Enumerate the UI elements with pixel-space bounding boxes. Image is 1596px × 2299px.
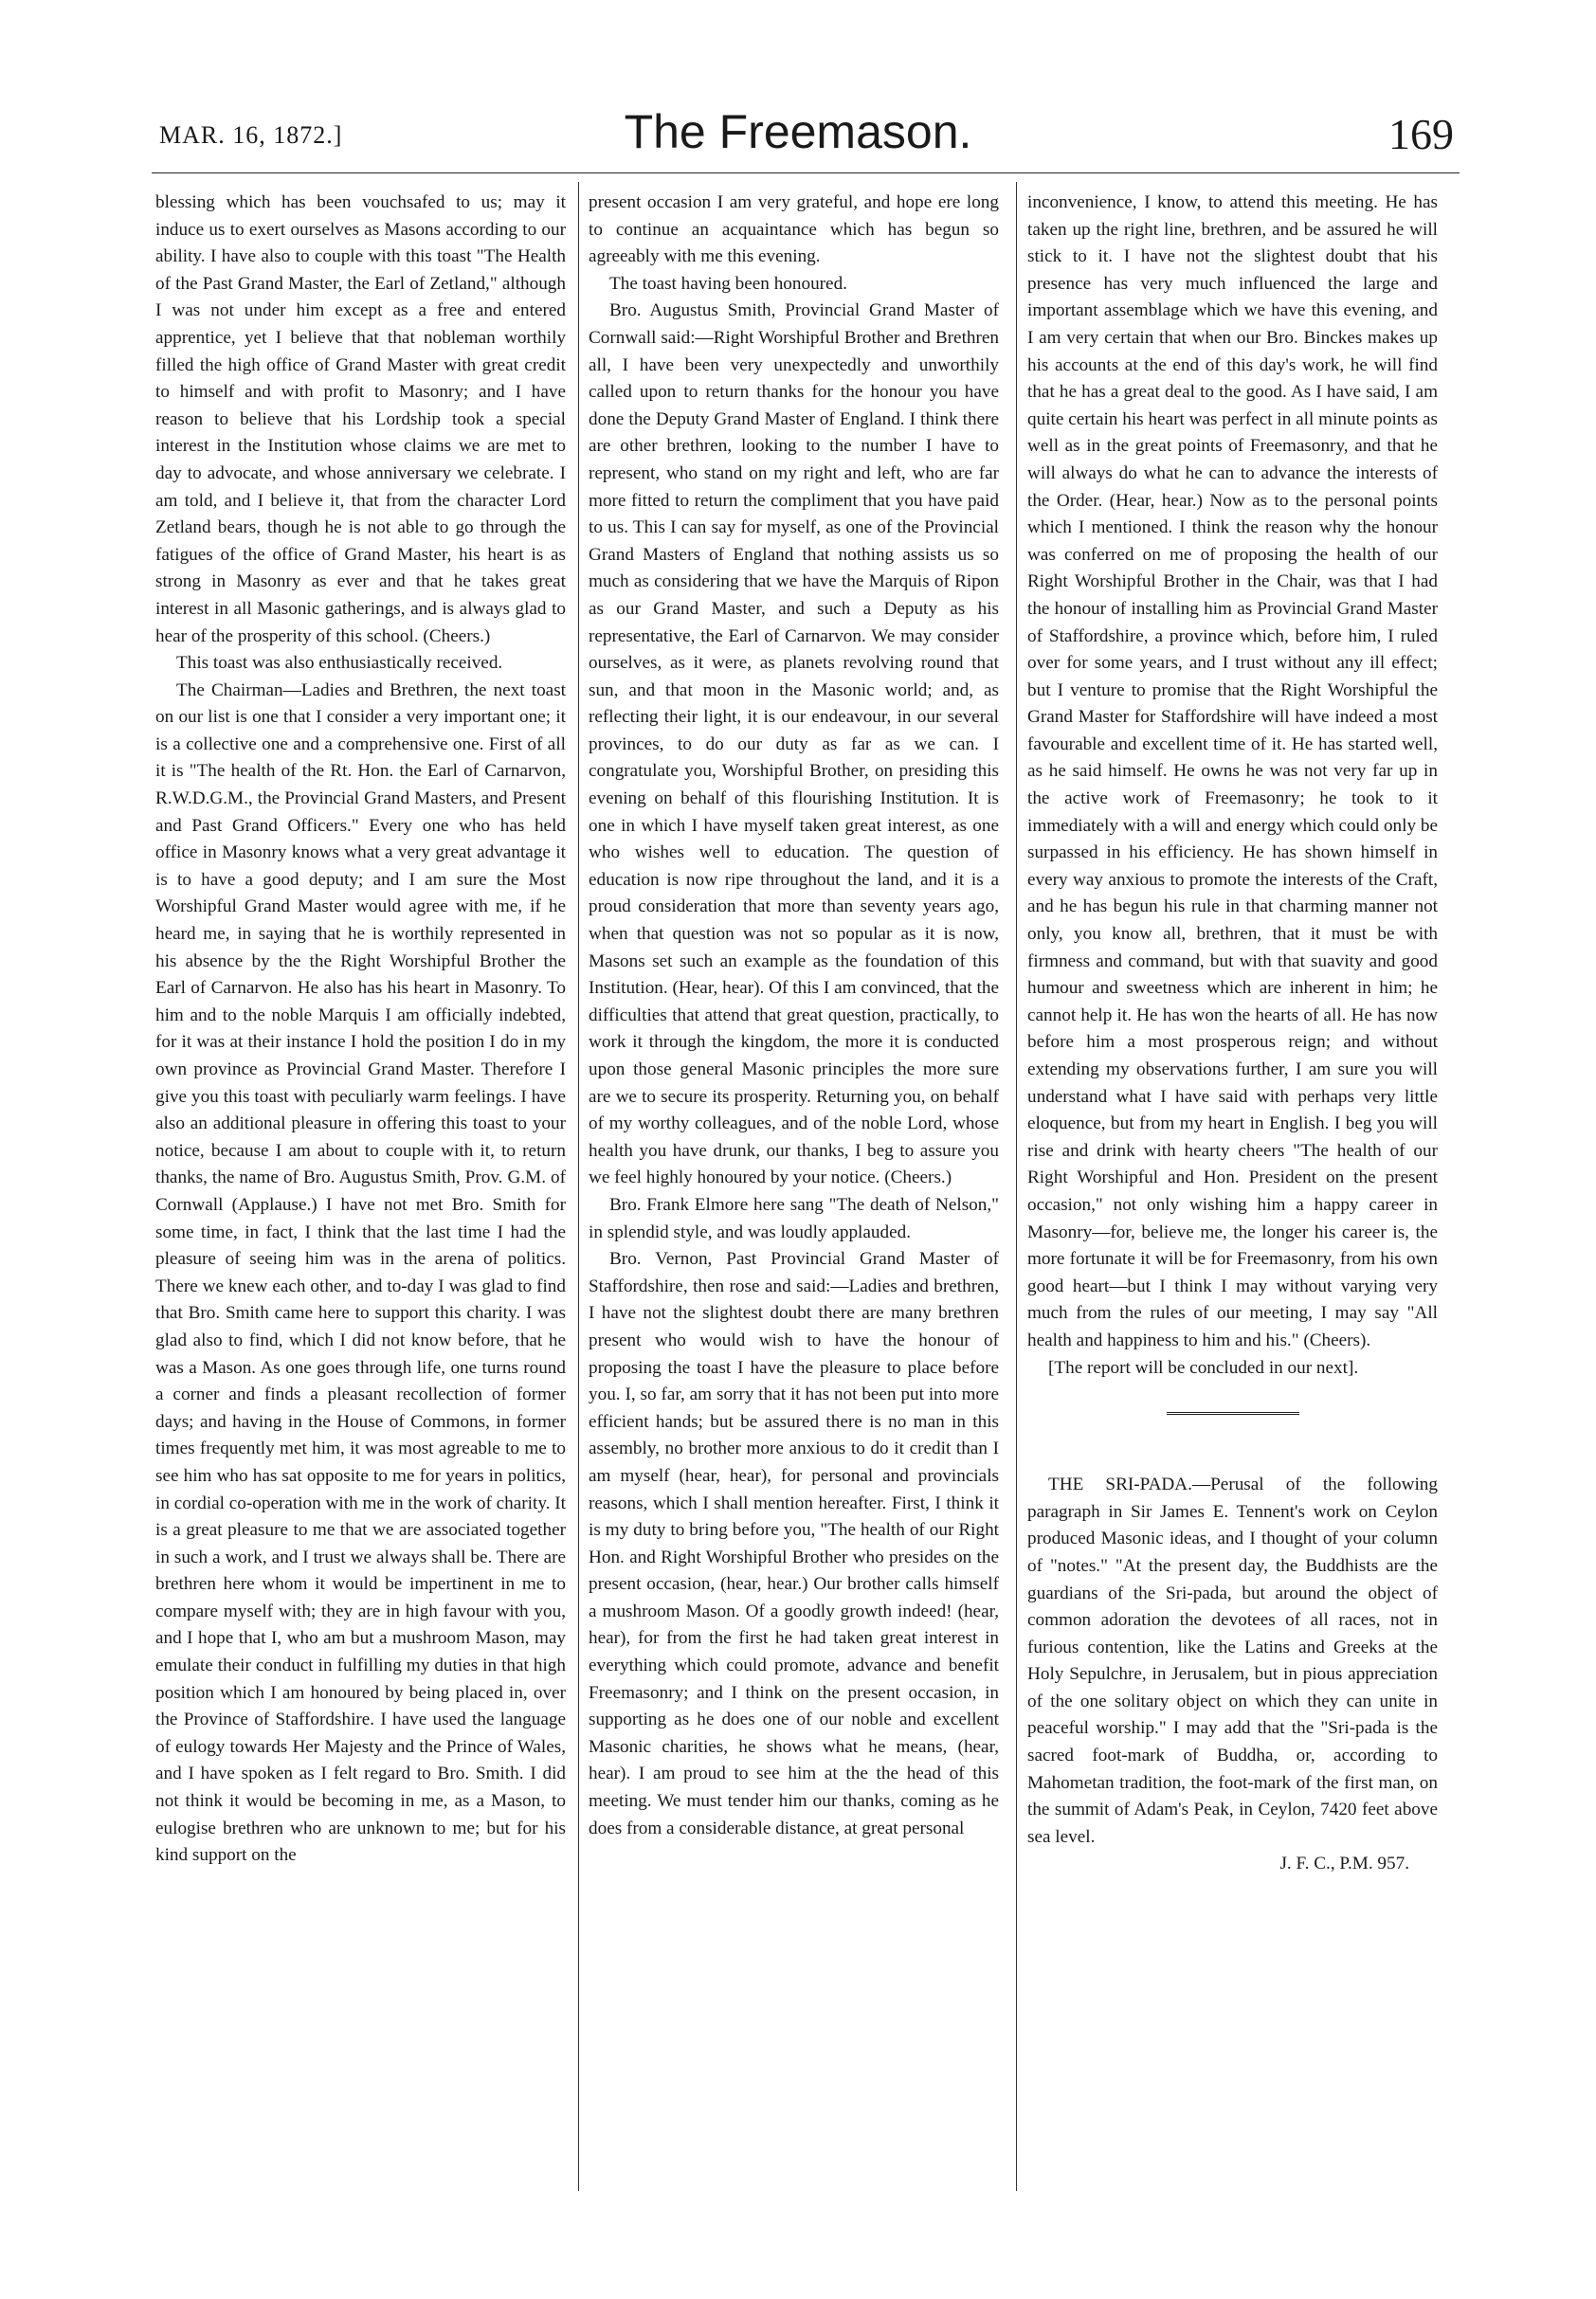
paragraph: This toast was also enthusiastically received.	[176, 653, 503, 674]
column-divider	[578, 182, 579, 2191]
sri-pada-body: —Perusal of the following paragraph in Sir James E. Tennent's work on Ceylon produced Masonic ideas, and I thought of your column of "notes." "At the present day, the Buddhists are the guardians of the Sri-pada, but around the object of common adoration the devotees of all races, not in furious contention, like the Latins and Greeks at the Holy Sepulchre, in Jerusalem, but in pious appreciation of the one solitary object on which they can unite in peaceful worship." I may add that the "Sri-pada is the sacred foot-mark of Buddha, or, according to Mahometan tradition, the foot-mark of the first man, on the summit of Adam's Peak, in Ceylon, 7420 feet above sea level.	[1027, 1475, 1438, 1847]
paragraph: The Chairman—Ladies and Brethren, the next toast on our list is one that I consider a very important one; it is a collective one and a comprehensive one. First of all it is "The health of the Rt. Hon. the Earl of Carnarvon, R.W.D.G.M., the Provincial Grand Masters, and Present and Past Grand Officers." Every one who has held office in Masonry knows what a very great advantage it is to have a good deputy; and I am sure the Most Worshipful Grand Master would agree with me, if he heard me, in saying that he is worthily represented in his absence by the the Right Worshipful Brother the Earl of Carnarvon. He also has his heart in Masonry. To him and to the noble Marquis I am officially indebted, for it was at their instance I hold the position I do in my own province as Provincial Grand Master. Therefore I give you this toast with peculiarly warm feelings. I have also an additional pleasure in offering this toast to your notice, because I am about to couple with it, to return thanks, the name of Bro. Augustus Smith, Prov. G.M. of Cornwall (Applause.) I have not met Bro. Smith for some time, in fact, I think that the last time I had the pleasure of seeing him was in the arena of politics. There we knew each other, and to-day I was glad to find that Bro. Smith came here to support this charity. I was glad also to find, which I did not know before, that he was a Mason. As one goes through life, one turns round a corner and finds a pleasant recollection of former days; and having in the House of Commons, in former times frequently met him, it was most agreable to me to see him who has sat opposite to me for years in politics, in cordial co-operation with me in the work of charity. It is a great pleasure to me that we are associated together in such a work, and I trust we always shall be. There are brethren here whom it would be impertinent in me to compare myself with; they are in high favour with you, and I hope that I, who am but a mushroom Mason, may emulate their conduct in fulfilling my duties in that high position which I am honoured by being placed in, over the Province of Staffordshire. I have used the language of eulogy towards Her Majesty and the Prince of Wales, and I have spoken as I felt regard to Bro. Smith. I did not think it would be becoming in me, as a Mason, to eulogise brethren who are unknown to me; but for his kind support on the	[155, 679, 567, 1866]
header-rule	[152, 172, 1460, 173]
newspaper-title: The Freemason.	[624, 105, 972, 158]
paragraph: Bro. Vernon, Past Provincial Grand Master of Staffordshire, then rose and said:—Ladies and brethren, I have not the slightest doubt there are many brethren present who would wish to have the honour of proposing the toast I have the pleasure to place before you. I, so far, am sorry that it has not been put into more efficient hands; but be assured there is no man in this assembly, no brother more anxious to do it credit than I am myself (hear, hear), for personal and provincials reasons, which I shall mention hereafter. First, I think it is my duty to bring before you, "The health of our Right Hon. and Right Worshipful Brother who presides on the present occasion, (hear, hear.) Our brother calls himself a mushroom Mason. Of a goodly growth indeed! (hear, hear), for from the first he had taken great interest in everything which could promote, advance and benefit Freemasonry; and I think on the present occasion, in supporting as he does one of our noble and excellent Masonic charities, he shows what he means, (hear, hear). I am proud to see him at the the head of this meeting. We must tender him our thanks, coming as he does from a considerable distance, at great personal	[589, 1249, 999, 1838]
sri-pada-note	[1027, 1472, 1438, 1851]
paragraph: Bro. Augustus Smith, Provincial Grand Master of Cornwall said:—Right Worshipful Brother and Brethren all, I have been very unexpectedly and unworthily called upon to return thanks for the honour you have done the Deputy Grand Master of England. I think there are other brethren, looking to the number I have to represent, who stand on my right and left, who are far more fitted to return the compliment that you have paid to us. This I can say for myself, as one of the Provincial Grand Masters of England that nothing assists us so much as considering that we have the Marquis of Ripon as our Grand Master, and such a Deputy as his representative, the Earl of Carnarvon. We may consider ourselves, as it were, as planets revolving round that sun, and that moon in the Masonic world; and, as reflecting their light, it is our endeavour, in our several provinces, to do our duty as far as we can. I congratulate you, Worshipful Brother, on presiding this evening on behalf of this flourishing Institution. It is one in which I have myself taken great interest, as one who wishes well to education. The question of education is now ripe throughout the land, and it is a proud consideration that more than seventy years ago, when that question was not so popular as it is now, Masons set such an example as the foundation of this Institution. (Hear, hear). Of this I am convinced, that the difficulties that attend that great question, practically, to work it through the kingdom, the more it is conducted upon those general Masonic principles the more sure are we to secure its prosperity. Returning you, on behalf of my worthy colleagues, and of the noble Lord, whose health you have drunk, our thanks, I beg to assure you we feel highly honoured by your notice. (Cheers.)	[589, 300, 999, 1188]
column-1	[155, 190, 566, 1870]
page-number: 169	[1388, 110, 1454, 158]
paragraph: The toast having been honoured.	[609, 273, 847, 294]
report-continuation-note: [The report will be concluded in our next].	[1048, 1357, 1359, 1378]
paragraph: blessing which has been vouchsafed to us; may it induce us to exert ourselves as Masons according to our ability. I have also to couple with this toast "The Health of the Past Grand Master, the Earl of Zetland," although I was not under him except as a free and entered apprentice, yet I believe that that nobleman worthily filled the high office of Grand Master with great credit to himself and with profit to Masonry; and I have reason to believe that his Lordship took a special interest in the Institution whose claims we are met to day to advocate, and whose anniversary we celebrate. I am told, and I believe it, that from the character Lord Zetland bears, though he is not able to go through the fatigues of the office of Grand Master, his heart is as strong in Masonry as ever and that he takes great interest in all Masonic gatherings, and is always glad to hear of the prosperity of this school. (Cheers.)	[155, 192, 566, 646]
column-2	[589, 190, 999, 1842]
signature: J. F. C., P.M. 957.	[1279, 1854, 1409, 1874]
paragraph: inconvenience, I know, to attend this meeting. He has taken up the right line, brethren, and be assured he will stick to it. I have not the slightest doubt that his presence has very much influenced the large and important assemblage which we have this evening, and I am very certain that when our Bro. Binckes makes up his accounts at the end of this day's work, he will find that he has a great deal to the good. As I have said, I am quite certain his heart was perfect in all minute points as well as in the great points of Freemasonry, and that he will always do what he can to advance the interests of the Order. (Hear, hear.) Now as to the personal points which I mentioned. I think the reason why the honour was conferred on me of proposing the health of our Right Worshipful Brother in the Chair, was that I had the honour of installing him as Provincial Grand Master of Staffordshire, a province which, before him, I ruled over for some years, and I trust without any ill effect; but I venture to promise that the Right Worshipful the Grand Master for Staffordshire will have indeed a most favourable and excellent time of it. He has started well, as he said himself. He owns he was not very far up in the active work of Freemasonry; he took to it immediately with a will and energy which could only be surpassed in his efficiency. He has shown himself in every way anxious to promote the interests of the Craft, and he has begun his rule in that charming manner not only, you know all, brethren, that it must be with firmness and command, but with that suavity and good humour and sweetness which are inherent in him; he cannot help it. He has won the hearts of all. He has now before him a most prosperous reign; and without extending my observations further, I am sure you will understand what I have said with perhaps very little eloquence, but from my heart in English. I beg you will rise and drink with hearty cheers "The health of our Right Worshipful and Hon. President on the present occasion," not only wishing him a happy career in Masonry—for, believe me, the longer his career is, the more fortunate it will be for Freemasonry, from his own good heart—but I think I may without varying very much from the rules of our meeting, I may say "All health and happiness to him and his." (Cheers).	[1027, 192, 1438, 1350]
masthead	[0, 0, 1596, 180]
paragraph: present occasion I am very grateful, and hope ere long to continue an acquaintance which has begun so agreeably with me this evening.	[589, 192, 999, 267]
column-3	[1027, 190, 1438, 1878]
issue-date: MAR. 16, 1872.]	[159, 121, 343, 149]
section-separator	[1167, 1412, 1299, 1419]
column-divider	[1016, 182, 1017, 2191]
sri-pada-heading: THE SRI-PADA.	[1048, 1475, 1192, 1495]
paragraph: Bro. Frank Elmore here sang "The death of Nelson," in splendid style, and was loudly applauded.	[589, 1194, 999, 1242]
